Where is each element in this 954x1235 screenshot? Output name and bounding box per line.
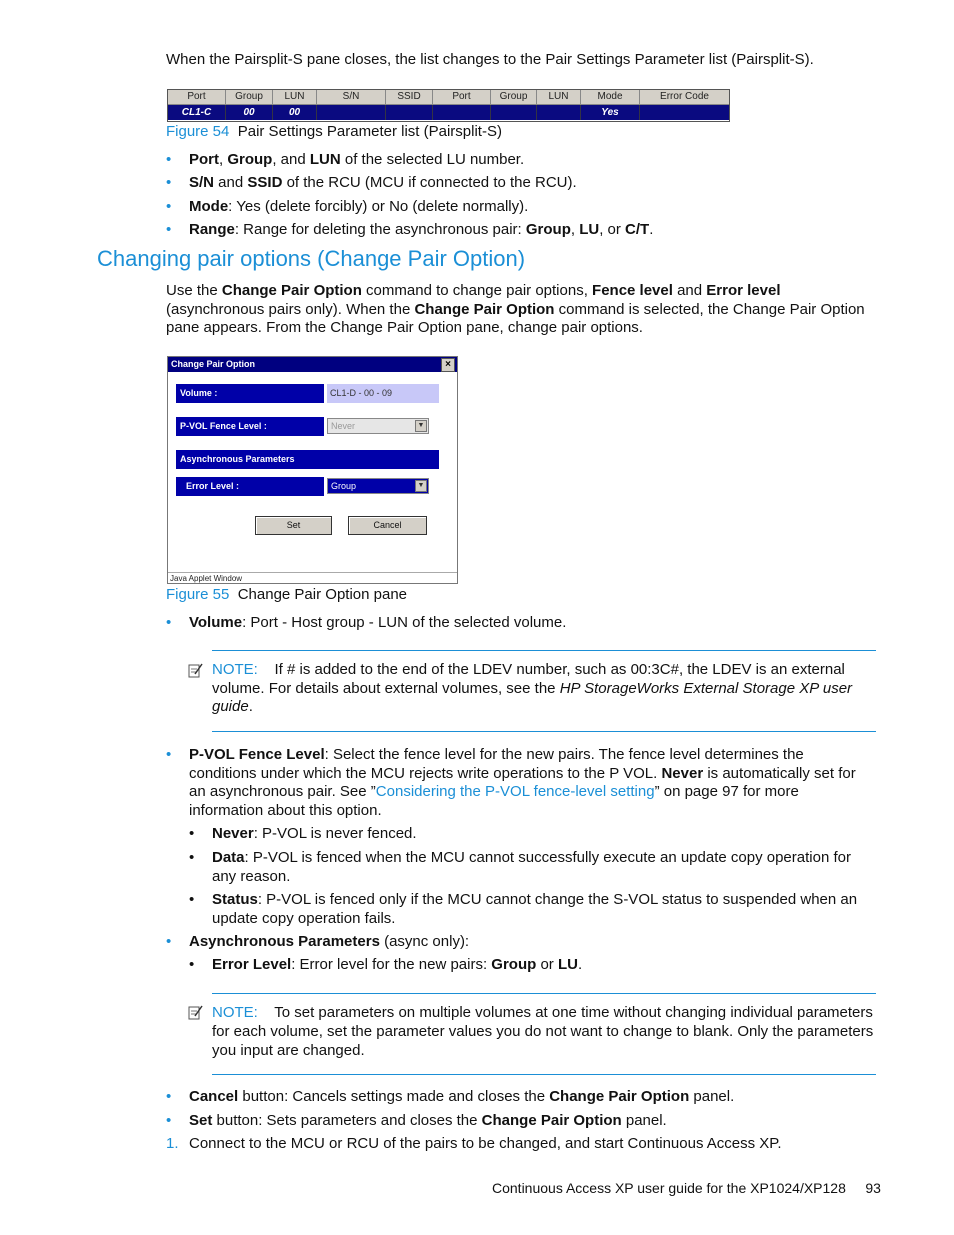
text: command to change pair options, [361, 282, 593, 299]
figure-55-caption [166, 586, 407, 603]
page-number: 93 [865, 1180, 881, 1196]
figure-number: Figure 54 [166, 123, 230, 140]
cancel-button[interactable]: Cancel [348, 516, 427, 535]
bullet-dot: • [166, 614, 172, 631]
bold-term: Group [491, 956, 537, 973]
bullet-dot: • [189, 891, 195, 908]
bold-term: P-VOL Fence Level [189, 746, 325, 763]
table-cell [491, 105, 537, 120]
text: button: Cancels settings made and closes the [238, 1088, 550, 1105]
set-button[interactable]: Set [255, 516, 332, 535]
note-text [212, 661, 876, 717]
bold-term: Mode [189, 198, 229, 215]
cross-reference-link[interactable]: Considering the P-VOL fence-level setting [375, 783, 655, 800]
col-header: LUN [537, 90, 581, 104]
text: of the selected LU number. [340, 151, 525, 168]
divider [212, 993, 876, 994]
intro-text: When the Pairsplit-S pane closes, the list changes to the Pair Settings Parameter list (Pairsplit-S). [166, 51, 814, 68]
bold-term: C/T [625, 221, 650, 238]
bold-term: Port [189, 151, 219, 168]
text: or [536, 956, 558, 973]
bullet-dot: • [166, 1088, 172, 1105]
bullet-dot: • [166, 933, 172, 950]
bullet-dot: • [166, 221, 172, 238]
text: : P-VOL is fenced only if the MCU cannot change the S-VOL status to suspended when an update copy operation fails. [212, 891, 858, 927]
table-cell [317, 105, 386, 120]
figure-number: Figure 55 [166, 586, 230, 603]
bullet-dot: • [189, 825, 195, 842]
fence-level-label: P-VOL Fence Level : [176, 417, 324, 436]
body-paragraph [166, 282, 876, 338]
text: command is selected, the Change Pair Option pane appears. From the Change Pair Option pane, change pair options. [166, 300, 865, 336]
error-level-label: Error Level : [176, 477, 324, 496]
text: : Yes (delete forcibly) or No (delete normally). [228, 198, 529, 215]
bold-term: Never [212, 825, 254, 842]
figure-caption: Pair Settings Parameter list (Pairsplit-S) [237, 123, 502, 140]
table-cell: Yes [581, 105, 640, 120]
bold-term: Change Pair Option [414, 300, 555, 318]
section-heading: Changing pair options (Change Pair Option) [97, 246, 526, 271]
note-label: NOTE: [212, 1004, 258, 1021]
table-cell: CL1-C [168, 105, 226, 120]
text: : Range for deleting the asynchronous pair: [234, 221, 526, 238]
text: : P-VOL is fenced when the MCU cannot successfully execute an update copy operation for any reason. [212, 849, 851, 885]
table-row[interactable] [168, 105, 729, 120]
col-header: LUN [273, 90, 317, 104]
step-text: Connect to the MCU or RCU of the pairs to be changed, and start Continuous Access XP. [189, 1135, 782, 1152]
bullet-dot: • [189, 849, 195, 866]
fence-level-value: Never [331, 421, 356, 431]
divider [212, 731, 876, 732]
bold-term: Range [189, 221, 235, 238]
text: and [672, 282, 707, 299]
bold-term: Error Level [212, 956, 292, 973]
bold-term: LUN [309, 151, 341, 168]
text: and [214, 174, 248, 191]
text: . [649, 221, 654, 238]
bullet-dot: • [166, 151, 172, 168]
table-cell [537, 105, 581, 120]
text: . [577, 956, 583, 973]
text: is automatically set for an asynchronous pair. See ” [189, 764, 856, 800]
volume-label: Volume : [176, 384, 324, 403]
text: (async only): [379, 933, 470, 950]
table-cell [386, 105, 433, 120]
dialog-title: Change Pair Option [171, 359, 256, 369]
bold-term: Change Pair Option [221, 282, 362, 299]
table-cell [433, 105, 491, 120]
bold-term: S/N [189, 174, 215, 191]
text: panel. [621, 1112, 667, 1129]
text: , [219, 151, 228, 168]
bold-term: Change Pair Option [481, 1112, 622, 1129]
text: : P-VOL is never fenced. [253, 825, 417, 842]
col-header: Group [226, 90, 273, 104]
bold-term: LU [557, 956, 578, 973]
text: To set parameters on multiple volumes at one time without changing individual parameters for each volume, set the parameter values you do not want to change to blank. Only the parameters you input are changed. [212, 1004, 874, 1059]
bold-term: Fence level [592, 282, 673, 299]
col-header: Port [168, 90, 226, 104]
figure-54-caption [166, 123, 502, 140]
bold-term: Never [661, 764, 704, 782]
bold-term: Volume [189, 614, 243, 631]
italic-title: HP StorageWorks External Storage XP user guide [212, 679, 853, 715]
col-header: Group [491, 90, 537, 104]
text: : Port - Host group - LUN of the selected volume. [242, 614, 567, 631]
text: button: Sets parameters and closes the [212, 1112, 482, 1129]
divider [212, 1074, 876, 1075]
text: of the RCU (MCU if connected to the RCU). [282, 174, 577, 191]
change-pair-option-dialog [167, 356, 458, 584]
fence-level-select[interactable] [327, 418, 429, 434]
bold-term: SSID [247, 174, 283, 191]
bold-term: Change Pair Option [549, 1088, 690, 1105]
col-header: S/N [317, 90, 386, 104]
error-level-value: Group [331, 481, 357, 491]
figure-caption: Change Pair Option pane [237, 586, 408, 603]
note-label: NOTE: [212, 661, 258, 678]
text: panel. [689, 1088, 735, 1105]
pair-settings-table [167, 89, 730, 122]
note-icon [188, 1005, 203, 1020]
note-text [212, 1003, 876, 1060]
bullet-dot: • [189, 956, 195, 973]
table-cell [640, 105, 729, 120]
text: Use the [166, 282, 222, 299]
text: (asynchronous pairs only). When the [166, 300, 415, 318]
bold-term: Cancel [189, 1088, 239, 1105]
bullet-dot: • [166, 198, 172, 215]
bold-term: LU [579, 221, 600, 238]
text: , or [599, 221, 626, 238]
dialog-titlebar [168, 357, 457, 372]
volume-value: CL1-D - 00 - 09 [327, 384, 439, 403]
table-header [168, 90, 729, 105]
chevron-down-icon: ▼ [415, 480, 427, 492]
text: ” on page 97 for more information about this option. [189, 783, 799, 819]
col-header: Port [433, 90, 491, 104]
step-number: 1. [166, 1135, 179, 1152]
bullet-dot: • [166, 174, 172, 191]
bold-term: Group [525, 221, 571, 238]
note-icon [188, 663, 203, 678]
footer-title: Continuous Access XP user guide for the XP1024/XP128 [492, 1180, 846, 1196]
text: . [248, 698, 253, 715]
footer [492, 1180, 881, 1196]
text: If # is added to the end of the LDEV number, such as 00:3C#, the LDEV is an external volume. For details about external volumes, see the [212, 661, 845, 697]
bold-term: Data [212, 849, 245, 866]
table-cell: 00 [226, 105, 273, 120]
text: , [570, 221, 580, 238]
text: : Select the fence level for the new pairs. The fence level determines the conditions under which the MCU rejects write operations to the P VOL. [189, 746, 804, 782]
divider [212, 650, 876, 651]
col-header: SSID [386, 90, 433, 104]
async-params-label: Asynchronous Parameters [176, 450, 439, 469]
bullet-dot: • [166, 1112, 172, 1129]
bullet-dot: • [166, 746, 172, 763]
bold-term: Group [227, 151, 273, 168]
text: : Error level for the new pairs: [291, 956, 492, 973]
col-header: Mode [581, 90, 640, 104]
status-bar: Java Applet Window [168, 572, 457, 583]
error-level-select[interactable] [327, 478, 429, 494]
col-header: Error Code [660, 91, 709, 102]
close-icon[interactable]: × [441, 358, 455, 372]
bold-term: Status [212, 891, 258, 908]
text: , and [272, 151, 310, 168]
table-cell: 00 [273, 105, 317, 120]
chevron-down-icon: ▼ [415, 420, 427, 432]
bold-term: Error level [706, 282, 781, 299]
bold-term: Set [189, 1112, 213, 1129]
bold-term: Asynchronous Parameters [189, 933, 380, 950]
